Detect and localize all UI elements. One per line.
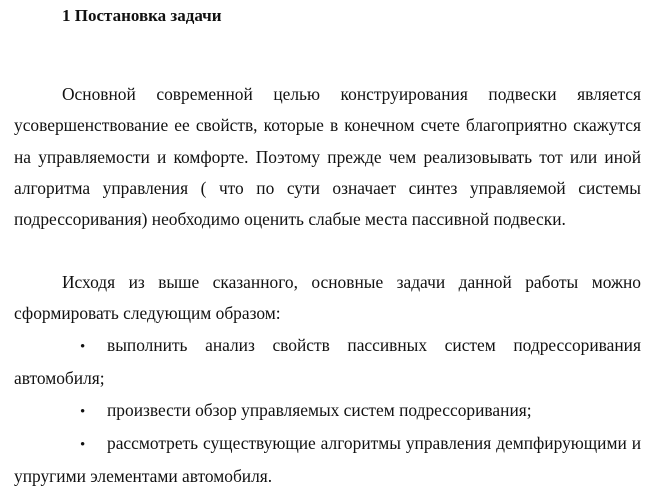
list-item-text: выполнить анализ свойств пассивных систем подрессоривания автомобиля; (14, 335, 641, 389)
tasks-list (14, 330, 641, 492)
section-heading: 1 Постановка задачи (62, 6, 222, 25)
bullet-icon: • (80, 403, 86, 420)
tasks-intro-paragraph: Исходя из выше сказанного, основные задачи данной работы можно сформировать следующим образом: (14, 272, 641, 324)
list-item-text: произвести обзор управляемых систем подрессоривания; (107, 399, 532, 420)
intro-paragraph: Основной современной целью конструирования подвески является усовершенствование ее свойств, которые в конечном счете благоприятно скажутся на управляемости и комфорте. Поэтому прежде чем реализовывать тот или иной алгоритма управления ( что по сути означает синтез управляемой системы подрессоривания) необходимо оценить слабые места пассивной подвески. (14, 84, 641, 230)
list-item-text: рассмотреть существующие алгоритмы управления демпфирующими и упругими элементами автомобиля. (14, 432, 641, 487)
list-item (14, 330, 641, 395)
list-item (14, 428, 641, 493)
bullet-icon: • (80, 339, 86, 355)
bullet-icon: • (80, 436, 86, 453)
list-item (14, 395, 641, 428)
